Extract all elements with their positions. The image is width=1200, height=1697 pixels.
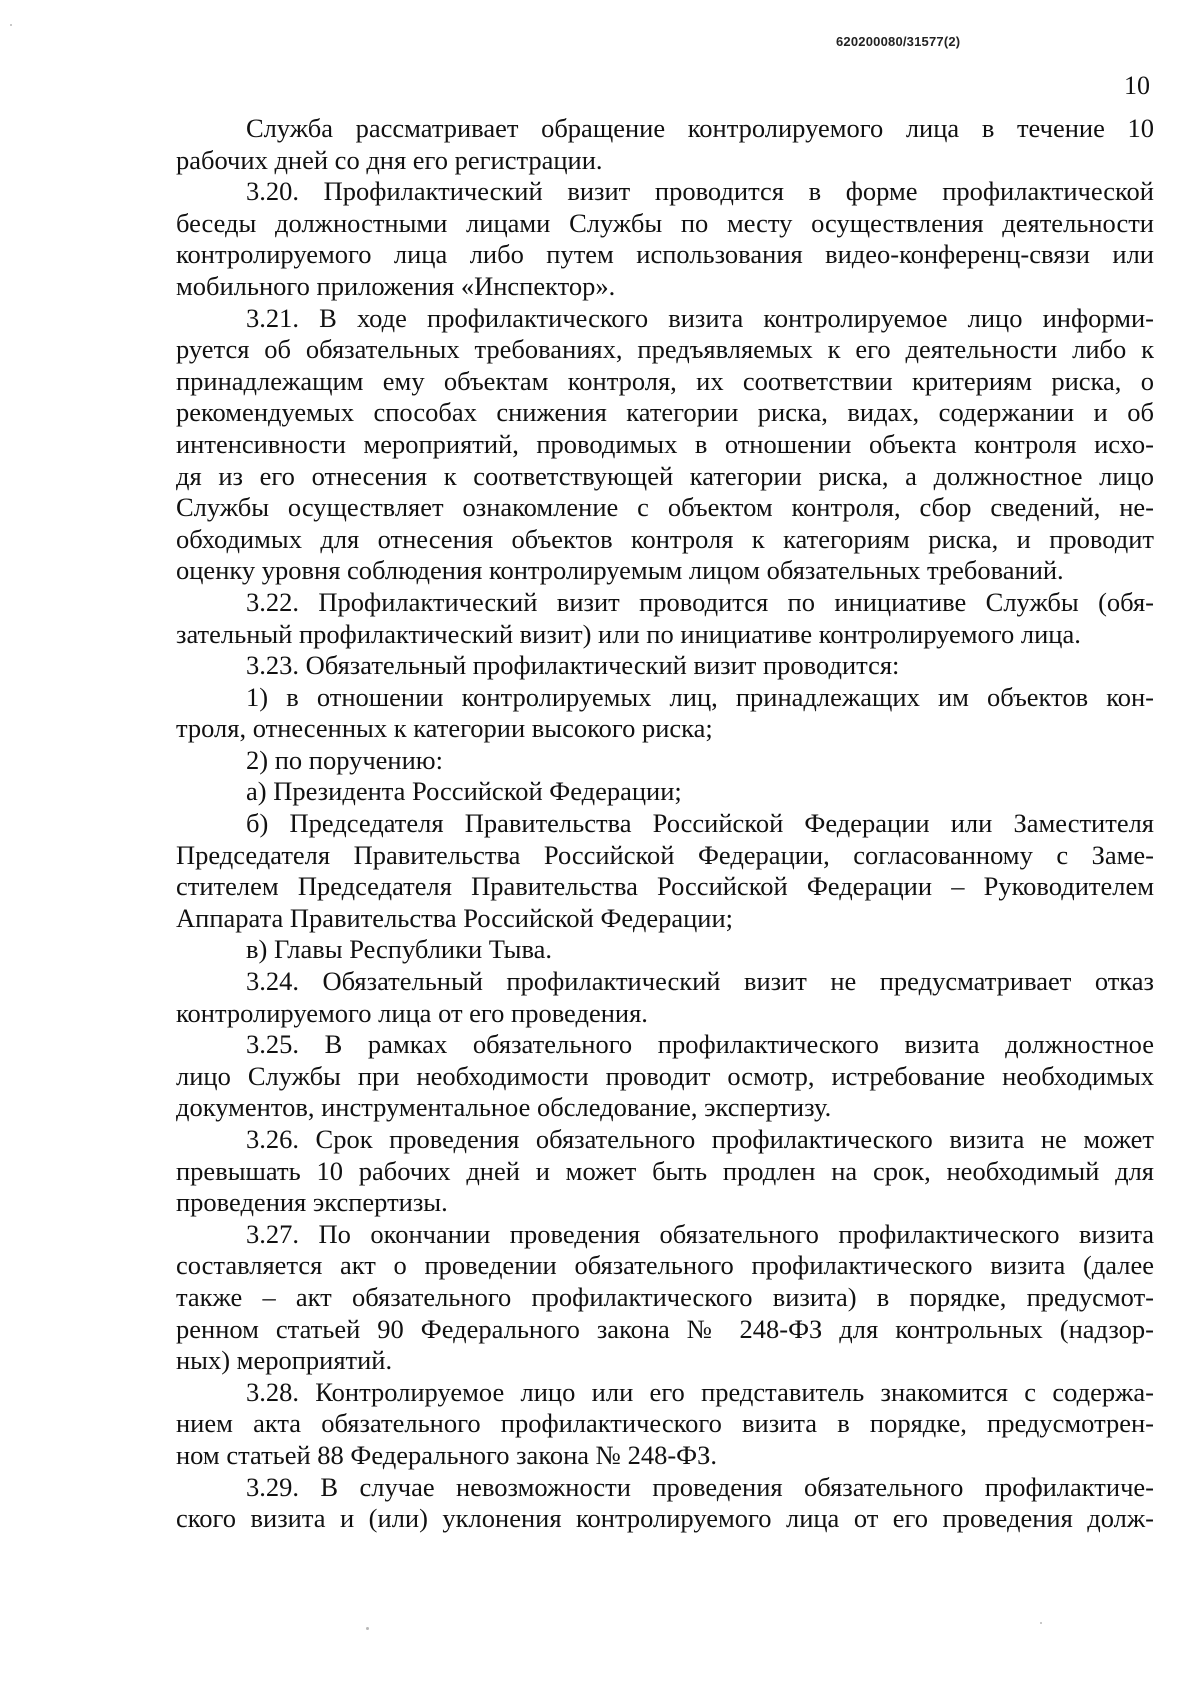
- text-line: 3.23. Обязательный профилактический визит проводится:: [246, 650, 900, 681]
- text-line: также – акт обязательного профилактического визита) в порядке, предусмот-: [176, 1281, 1154, 1312]
- text-line: в) Главы Республики Тыва.: [246, 934, 553, 965]
- text-line: принадлежащим ему объектам контроля, их соответствии критериям риска, о: [176, 365, 1154, 396]
- text-line: рекомендуемых способах снижения категории риска, видах, содержании и об: [176, 397, 1154, 428]
- text-line: составляется акт о проведении обязательного профилактического визита (далее: [176, 1250, 1154, 1281]
- text-line: оценку уровня соблюдения контролируемым лицом обязательных требований.: [176, 555, 1064, 586]
- text-line: стителем Председателя Правительства Российской Федерации – Руководителем: [176, 871, 1154, 902]
- text-line: контролируемого лица либо путем использования видео-конференц-связи или: [176, 239, 1154, 270]
- text-line: б) Председателя Правительства Российской Федерации или Заместителя: [246, 808, 1154, 839]
- text-line: Службы осуществляет ознакомление с объектом контроля, сбор сведений, не-: [176, 492, 1154, 523]
- text-line: ского визита и (или) уклонения контролируемого лица от его проведения долж-: [176, 1503, 1154, 1534]
- document-body: [176, 113, 1154, 1535]
- text-line: ных) мероприятий.: [176, 1345, 393, 1376]
- text-line: 1) в отношении контролируемых лиц, принадлежащих им объектов кон-: [246, 681, 1154, 712]
- scan-speck: [366, 1627, 369, 1630]
- scan-speck: [1040, 1622, 1042, 1624]
- text-line: беседы должностными лицами Службы по месту осуществления деятельности: [176, 207, 1154, 238]
- text-line: ренном статьей 90 Федерального закона № 248-ФЗ для контрольных (надзор-: [176, 1313, 1154, 1344]
- text-line: троля, отнесенных к категории высокого риска;: [176, 713, 713, 744]
- text-line: 3.29. В случае невозможности проведения обязательного профилактиче-: [246, 1471, 1154, 1502]
- text-line: проведения экспертизы.: [176, 1187, 448, 1218]
- text-line: 3.22. Профилактический визит проводится по инициативе Службы (обя-: [246, 586, 1154, 617]
- text-line: лицо Службы при необходимости проводит осмотр, истребование необходимых: [176, 1060, 1154, 1091]
- text-line: нием акта обязательного профилактического визита в порядке, предусмотрен-: [176, 1408, 1154, 1439]
- text-line: 3.26. Срок проведения обязательного профилактического визита не может: [246, 1124, 1154, 1154]
- text-line: 3.20. Профилактический визит проводится в форме профилактической: [246, 176, 1154, 207]
- text-line: Председателя Правительства Российской Федерации, согласованному с Заме-: [176, 839, 1154, 870]
- text-line: ном статьей 88 Федерального закона № 248-ФЗ.: [176, 1439, 717, 1470]
- text-line: контролируемого лица от его проведения.: [176, 997, 648, 1028]
- text-line: рабочих дней со дня его регистрации.: [176, 144, 603, 175]
- text-line: 2) по поручению:: [246, 744, 443, 775]
- text-line: 3.21. В ходе профилактического визита контролируемое лицо информи-: [246, 302, 1154, 333]
- text-line: документов, инструментальное обследование, экспертизу.: [176, 1092, 832, 1123]
- text-line: обходимых для отнесения объектов контроля к категориям риска, и проводит: [176, 523, 1154, 554]
- text-line: 3.25. В рамках обязательного профилактического визита должностное: [246, 1029, 1154, 1060]
- text-line: Аппарата Правительства Российской Федерации;: [176, 902, 734, 933]
- text-line: Служба рассматривает обращение контролируемого лица в течение 10: [246, 113, 1154, 143]
- text-line: руется об обязательных требованиях, предъявляемых к его деятельности либо к: [176, 334, 1154, 365]
- document-id: 620200080/31577(2): [836, 34, 961, 49]
- text-line: превышать 10 рабочих дней и может быть продлен на срок, необходимый для: [176, 1155, 1154, 1186]
- text-line: 3.28. Контролируемое лицо или его представитель знакомится с содержа-: [246, 1376, 1154, 1407]
- text-line: зательный профилактический визит) или по инициативе контролируемого лица.: [176, 618, 1081, 649]
- text-line: интенсивности мероприятий, проводимых в отношении объекта контроля исхо-: [176, 428, 1154, 459]
- text-line: дя из его отнесения к соответствующей категории риска, а должностное лицо: [176, 460, 1154, 491]
- text-line: а) Президента Российской Федерации;: [246, 776, 682, 807]
- text-line: 3.24. Обязательный профилактический визит не предусматривает отказ: [246, 966, 1154, 997]
- scan-speck: [10, 24, 12, 26]
- text-line: 3.27. По окончании проведения обязательного профилактического визита: [246, 1218, 1154, 1249]
- page-number: 10: [1124, 71, 1150, 100]
- text-line: мобильного приложения «Инспектор».: [176, 270, 616, 301]
